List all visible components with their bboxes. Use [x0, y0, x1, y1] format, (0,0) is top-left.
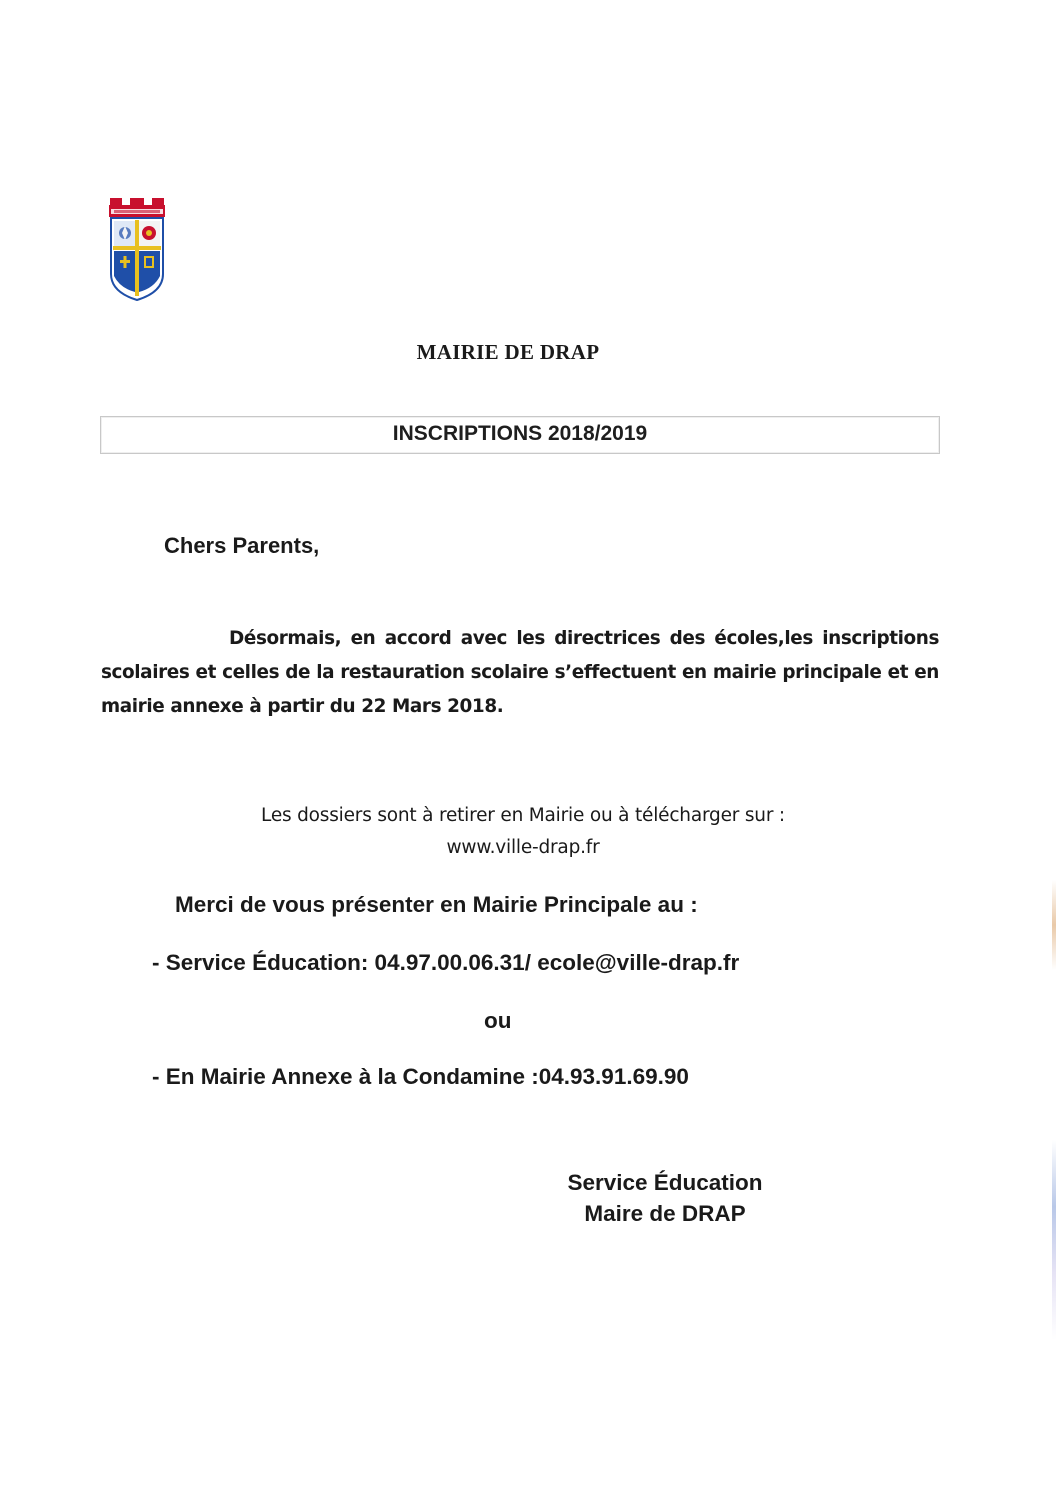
- intro-paragraph: [101, 622, 939, 724]
- dossiers-info: [0, 800, 1046, 864]
- merci-line: Merci de vous présenter en Mairie Principale au :: [175, 892, 698, 917]
- signature-line-1: Service Éducation: [567, 1170, 763, 1195]
- greeting: Chers Parents,: [164, 533, 320, 558]
- scan-edge-mark: [1052, 1140, 1056, 1340]
- signature-line-2: Maire de DRAP: [584, 1201, 746, 1226]
- title-banner: [100, 416, 940, 454]
- ville-de-drap-crest-icon: [108, 196, 166, 302]
- organization-title: MAIRIE DE DRAP: [416, 340, 600, 364]
- dossiers-line: Les dossiers sont à retirer en Mairie ou à télécharger sur :: [261, 805, 785, 826]
- banner-title: INSCRIPTIONS 2018/2019: [392, 422, 648, 445]
- signature: [540, 1167, 790, 1229]
- service-education-contact: - Service Éducation: 04.97.00.06.31/ ecole@ville-drap.fr: [152, 950, 740, 975]
- or-separator: ou: [484, 1008, 512, 1033]
- mairie-annexe-contact: - En Mairie Annexe à la Condamine :04.93.91.69.90: [152, 1064, 689, 1089]
- website-link[interactable]: www.ville-drap.fr: [446, 837, 600, 858]
- intro-text: Désormais, en accord avec les directrices des écoles,les inscriptions scolaires et celles de la restauration scolaire s’effectuent en mairie principale et en mairie annexe à partir du 22 Mars 2018.: [101, 628, 939, 717]
- scan-edge-mark: [1052, 880, 1056, 970]
